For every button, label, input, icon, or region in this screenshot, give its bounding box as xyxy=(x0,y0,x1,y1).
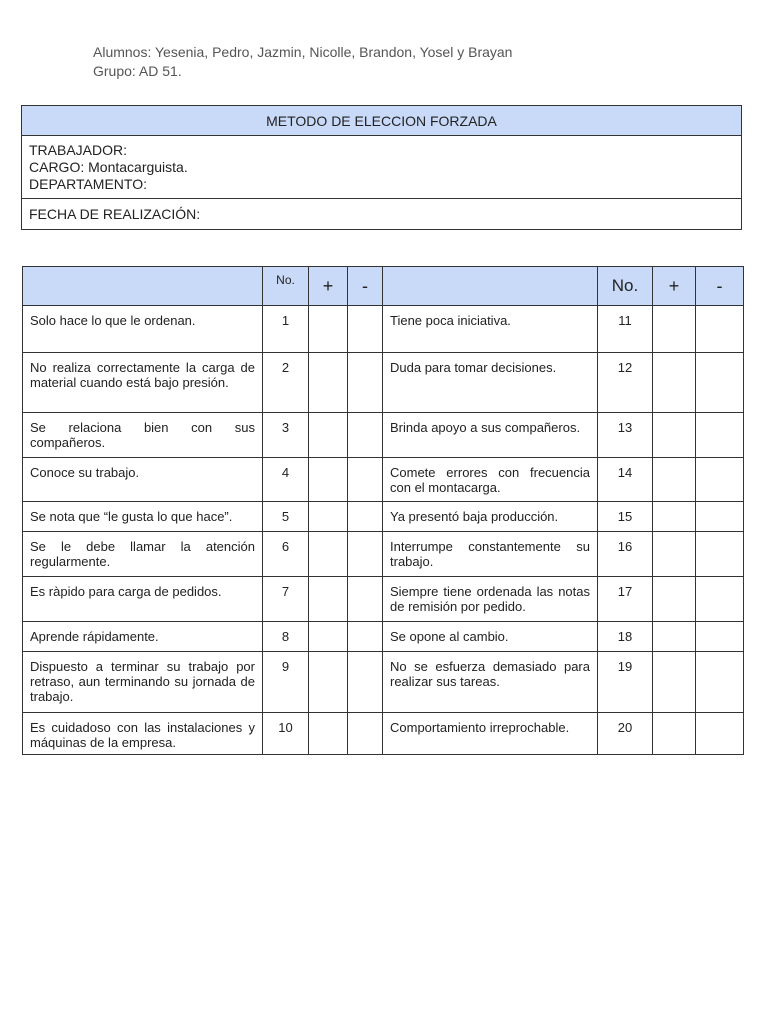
right-number: 14 xyxy=(598,458,653,502)
left-minus-mark-cell[interactable] xyxy=(348,502,383,532)
left-statement: Aprende rápidamente. xyxy=(23,622,263,652)
right-number: 16 xyxy=(598,532,653,577)
left-statement: Conoce su trabajo. xyxy=(23,458,263,502)
header-no-right: No. xyxy=(598,267,653,306)
right-statement: Ya presentó baja producción. xyxy=(383,502,598,532)
right-number: 12 xyxy=(598,353,653,413)
left-plus-mark-cell[interactable] xyxy=(309,413,348,458)
right-number: 17 xyxy=(598,577,653,622)
students-line: Alumnos: Yesenia, Pedro, Jazmin, Nicolle, Brandon, Yosel y Brayan xyxy=(93,44,513,60)
right-statement: No se esfuerza demasiado para realizar sus tareas. xyxy=(383,652,598,713)
right-plus-mark-cell[interactable] xyxy=(653,458,696,502)
right-plus-mark-cell[interactable] xyxy=(653,652,696,713)
right-minus-mark-cell[interactable] xyxy=(696,458,744,502)
right-plus-mark-cell[interactable] xyxy=(653,502,696,532)
left-plus-mark-cell[interactable] xyxy=(309,306,348,353)
table-row xyxy=(23,713,744,755)
left-statement: Se nota que “le gusta lo que hace”. xyxy=(23,502,263,532)
table-row xyxy=(23,458,744,502)
worker-info-cell xyxy=(22,136,742,199)
left-plus-mark-cell[interactable] xyxy=(309,652,348,713)
right-minus-mark-cell[interactable] xyxy=(696,622,744,652)
table-row xyxy=(23,577,744,622)
form-title: METODO DE ELECCION FORZADA xyxy=(22,106,742,136)
right-minus-mark-cell[interactable] xyxy=(696,577,744,622)
table-row xyxy=(23,353,744,413)
left-number: 8 xyxy=(263,622,309,652)
left-number: 5 xyxy=(263,502,309,532)
header-plus-right: + xyxy=(653,267,696,306)
left-plus-mark-cell[interactable] xyxy=(309,353,348,413)
left-minus-mark-cell[interactable] xyxy=(348,577,383,622)
table-row xyxy=(23,652,744,713)
right-statement: Se opone al cambio. xyxy=(383,622,598,652)
right-plus-mark-cell[interactable] xyxy=(653,413,696,458)
department-field: DEPARTAMENTO: xyxy=(29,176,147,192)
document-header xyxy=(93,43,512,81)
left-minus-mark-cell[interactable] xyxy=(348,652,383,713)
left-plus-mark-cell[interactable] xyxy=(309,502,348,532)
position-field: CARGO: Montacarguista. xyxy=(29,159,188,175)
date-field: FECHA DE REALIZACIÓN: xyxy=(22,199,742,230)
left-plus-mark-cell[interactable] xyxy=(309,458,348,502)
left-minus-mark-cell[interactable] xyxy=(348,458,383,502)
left-number: 10 xyxy=(263,713,309,755)
right-minus-mark-cell[interactable] xyxy=(696,353,744,413)
left-plus-mark-cell[interactable] xyxy=(309,577,348,622)
table-row xyxy=(23,306,744,353)
right-minus-mark-cell[interactable] xyxy=(696,713,744,755)
left-plus-mark-cell[interactable] xyxy=(309,532,348,577)
left-number: 2 xyxy=(263,353,309,413)
right-minus-mark-cell[interactable] xyxy=(696,413,744,458)
left-minus-mark-cell[interactable] xyxy=(348,413,383,458)
right-plus-mark-cell[interactable] xyxy=(653,577,696,622)
left-statement: Se le debe llamar la atención regularmente. xyxy=(23,532,263,577)
left-number: 3 xyxy=(263,413,309,458)
group-line: Grupo: AD 51. xyxy=(93,63,182,79)
left-number: 4 xyxy=(263,458,309,502)
right-number: 19 xyxy=(598,652,653,713)
right-minus-mark-cell[interactable] xyxy=(696,502,744,532)
left-number: 7 xyxy=(263,577,309,622)
left-number: 6 xyxy=(263,532,309,577)
right-statement: Comportamiento irreprochable. xyxy=(383,713,598,755)
header-plus-left: + xyxy=(309,267,348,306)
left-statement: No realiza correctamente la carga de material cuando está bajo presión. xyxy=(23,353,263,413)
right-number: 20 xyxy=(598,713,653,755)
right-minus-mark-cell[interactable] xyxy=(696,306,744,353)
right-minus-mark-cell[interactable] xyxy=(696,532,744,577)
right-statement: Duda para tomar decisiones. xyxy=(383,353,598,413)
right-number: 18 xyxy=(598,622,653,652)
left-minus-mark-cell[interactable] xyxy=(348,306,383,353)
right-plus-mark-cell[interactable] xyxy=(653,713,696,755)
table-row xyxy=(23,532,744,577)
header-blank-right xyxy=(383,267,598,306)
left-number: 1 xyxy=(263,306,309,353)
left-statement: Es ràpido para carga de pedidos. xyxy=(23,577,263,622)
header-blank-left xyxy=(23,267,263,306)
right-statement: Brinda apoyo a sus compañeros. xyxy=(383,413,598,458)
right-statement: Tiene poca iniciativa. xyxy=(383,306,598,353)
right-statement: Comete errores con frecuencia con el montacarga. xyxy=(383,458,598,502)
worker-field: TRABAJADOR: xyxy=(29,142,128,158)
right-number: 11 xyxy=(598,306,653,353)
evaluation-info-table xyxy=(21,105,742,230)
header-minus-left: - xyxy=(348,267,383,306)
left-statement: Es cuidadoso con las instalaciones y máquinas de la empresa. xyxy=(23,713,263,755)
left-minus-mark-cell[interactable] xyxy=(348,713,383,755)
header-minus-right: - xyxy=(696,267,744,306)
right-number: 13 xyxy=(598,413,653,458)
left-plus-mark-cell[interactable] xyxy=(309,713,348,755)
table-header-row xyxy=(23,267,744,306)
left-number: 9 xyxy=(263,652,309,713)
right-plus-mark-cell[interactable] xyxy=(653,353,696,413)
right-minus-mark-cell[interactable] xyxy=(696,652,744,713)
right-plus-mark-cell[interactable] xyxy=(653,532,696,577)
left-statement: Solo hace lo que le ordenan. xyxy=(23,306,263,353)
header-no-left: No. xyxy=(263,267,309,306)
table-row xyxy=(23,413,744,458)
table-row xyxy=(23,502,744,532)
left-statement: Dispuesto a terminar su trabajo por retraso, aun terminando su jornada de trabajo. xyxy=(23,652,263,713)
left-minus-mark-cell[interactable] xyxy=(348,622,383,652)
left-statement: Se relaciona bien con sus compañeros. xyxy=(23,413,263,458)
left-minus-mark-cell[interactable] xyxy=(348,532,383,577)
right-plus-mark-cell[interactable] xyxy=(653,306,696,353)
forced-choice-table xyxy=(22,266,744,755)
right-number: 15 xyxy=(598,502,653,532)
table-row xyxy=(23,622,744,652)
left-plus-mark-cell[interactable] xyxy=(309,622,348,652)
right-statement: Interrumpe constantemente su trabajo. xyxy=(383,532,598,577)
right-statement: Siempre tiene ordenada las notas de remisión por pedido. xyxy=(383,577,598,622)
left-minus-mark-cell[interactable] xyxy=(348,353,383,413)
right-plus-mark-cell[interactable] xyxy=(653,622,696,652)
